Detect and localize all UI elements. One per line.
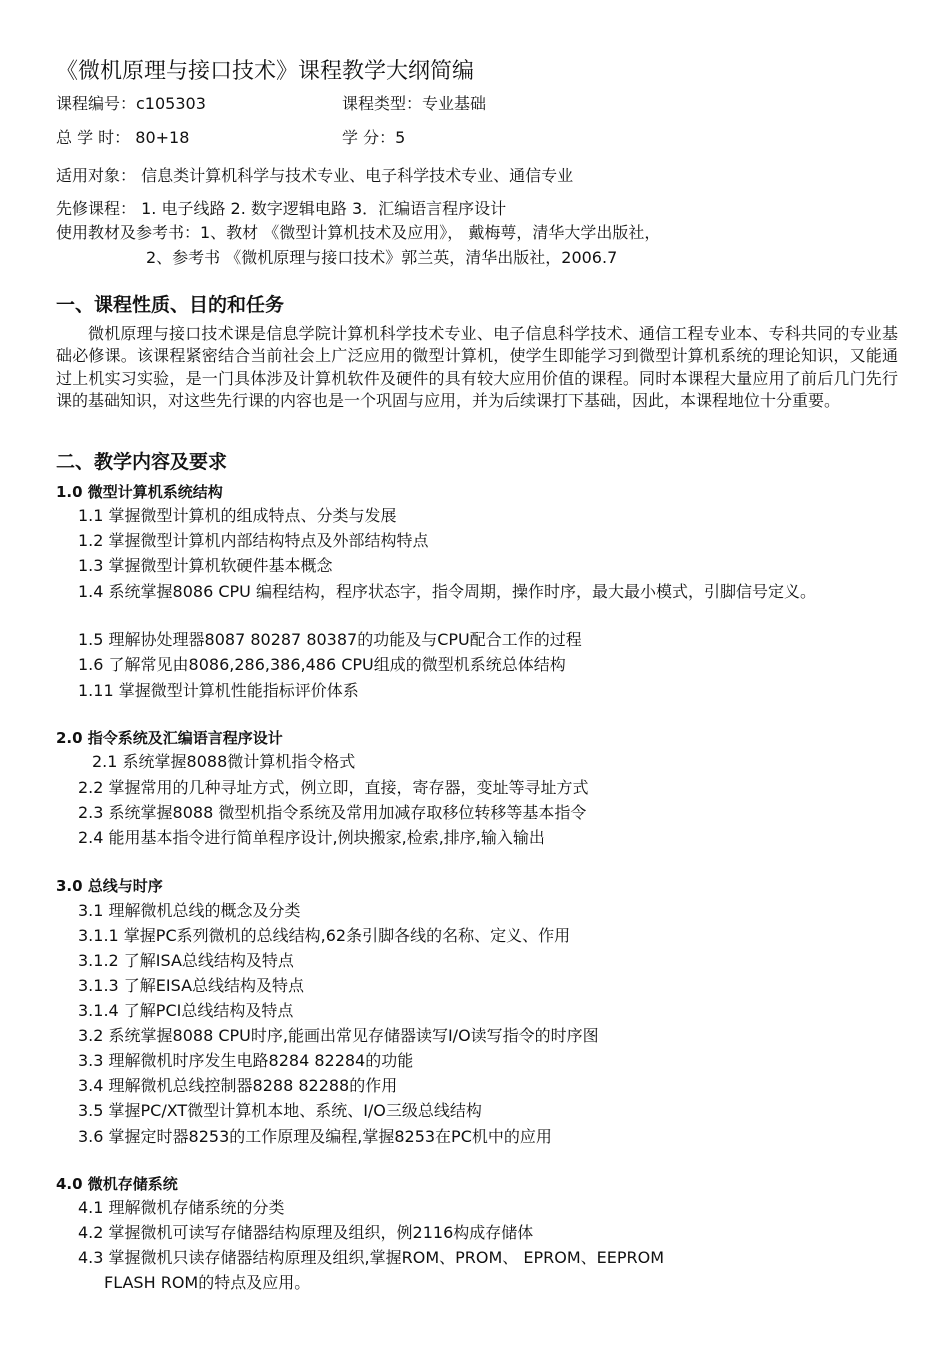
list-item: 3.5 掌握PC/XT微型计算机本地、系统、I/O三级总线结构 xyxy=(78,1101,482,1120)
course-hours: 总 学 时： 80+18 xyxy=(56,128,190,147)
unit-4-heading: 4.0 微机存储系统 xyxy=(56,1175,178,1193)
course-audience: 适用对象： 信息类计算机科学与技术专业、电子科学技术专业、通信专业 xyxy=(56,166,574,185)
list-item: 3.1.1 掌握PC系列微机的总线结构,62条引脚各线的名称、定义、作用 xyxy=(78,926,571,945)
list-item: 1.3 掌握微型计算机软硬件基本概念 xyxy=(78,556,333,575)
list-item: 3.1 理解微机总线的概念及分类 xyxy=(78,901,301,920)
unit-1-heading: 1.0 微型计算机系统结构 xyxy=(56,483,223,501)
list-item: 3.1.4 了解PCI总线结构及特点 xyxy=(78,1001,294,1020)
list-item: 4.2 掌握微机可读写存储器结构原理及组织，例2116构成存储体 xyxy=(78,1223,534,1242)
unit-2-heading: 2.0 指令系统及汇编语言程序设计 xyxy=(56,729,283,747)
list-item: 3.6 掌握定时器8253的工作原理及编程,掌握8253在PC机中的应用 xyxy=(78,1127,552,1146)
list-item: 2.4 能用基本指令进行简单程序设计,例块搬家,检索,排序,输入输出 xyxy=(78,828,545,847)
list-item: 4.1 理解微机存储系统的分类 xyxy=(78,1198,285,1217)
section-2-heading: 二、教学内容及要求 xyxy=(56,451,228,473)
list-item: 1.6 了解常见由8086,286,386,486 CPU组成的微型机系统总体结构 xyxy=(78,655,566,674)
list-item: 2.3 系统掌握8088 微型机指令系统及常用加减存取移位转移等基本指令 xyxy=(78,803,587,822)
list-item: 1.2 掌握微型计算机内部结构特点及外部结构特点 xyxy=(78,531,429,550)
list-item: 3.2 系统掌握8088 CPU时序,能画出常见存储器读写I/O读写指令的时序图 xyxy=(78,1026,599,1045)
list-item: 1.1 掌握微型计算机的组成特点、分类与发展 xyxy=(78,506,397,525)
list-item: 1.11 掌握微型计算机性能指标评价体系 xyxy=(78,681,359,700)
list-item: 3.1.3 了解EISA总线结构及特点 xyxy=(78,976,305,995)
list-item: 4.3 掌握微机只读存储器结构原理及组织,掌握ROM、PROM、 EPROM、EEPROM xyxy=(78,1248,665,1267)
course-type: 课程类型：专业基础 xyxy=(342,94,487,113)
textbook-line-2: 2、参考书 《微机原理与接口技术》郭兰英，清华出版社，2006.7 xyxy=(146,248,618,267)
section-1-body: 微机原理与接口技术课是信息学院计算机科学技术专业、电子信息科学技术、通信工程专业本、专科共同的专业基础必修课。该课程紧密结合当前社会上广泛应用的微型计算机，使学生即能学习到微型计算机系统的理论知识，又能通过上机实习实验，是一门具体涉及计算机软件及硬件的具有较大应用价值的课程。同时本课程大量应用了前后几门先行课的基础知识，对这些先行课的内容也是一个巩固与应用，并为后续课打下基础，因此，本课程地位十分重要。 xyxy=(56,324,898,411)
textbook-line-1: 使用教材及参考书：1、教材 《微型计算机技术及应用》， 戴梅萼，清华大学出版社， xyxy=(56,223,661,242)
list-item: 3.4 理解微机总线控制器8288 82288的作用 xyxy=(78,1076,398,1095)
section-1-heading: 一、课程性质、目的和任务 xyxy=(56,294,285,316)
list-item: FLASH ROM的特点及应用。 xyxy=(104,1273,311,1292)
list-item: 3.3 理解微机时序发生电路8284 82284的功能 xyxy=(78,1051,414,1070)
list-item: 2.2 掌握常用的几种寻址方式，例立即，直接，寄存器，变址等寻址方式 xyxy=(78,778,589,797)
list-item: 2.1 系统掌握8088微计算机指令格式 xyxy=(92,752,356,771)
unit-3-heading: 3.0 总线与时序 xyxy=(56,877,163,895)
list-item: 1.4 系统掌握8086 CPU 编程结构，程序状态字，指令周期，操作时序，最大最小模式，引脚信号定义。 xyxy=(78,582,816,601)
list-item: 1.5 理解协处理器8087 80287 80387的功能及与CPU配合工作的过程 xyxy=(78,630,582,649)
course-prerequisites: 先修课程： 1. 电子线路 2. 数字逻辑电路 3．汇编语言程序设计 xyxy=(56,199,507,218)
document-title: 《微机原理与接口技术》课程教学大纲简编 xyxy=(56,59,475,84)
course-credits: 学 分：5 xyxy=(342,128,406,147)
course-code: 课程编号：c105303 xyxy=(56,94,206,113)
list-item: 3.1.2 了解ISA总线结构及特点 xyxy=(78,951,294,970)
